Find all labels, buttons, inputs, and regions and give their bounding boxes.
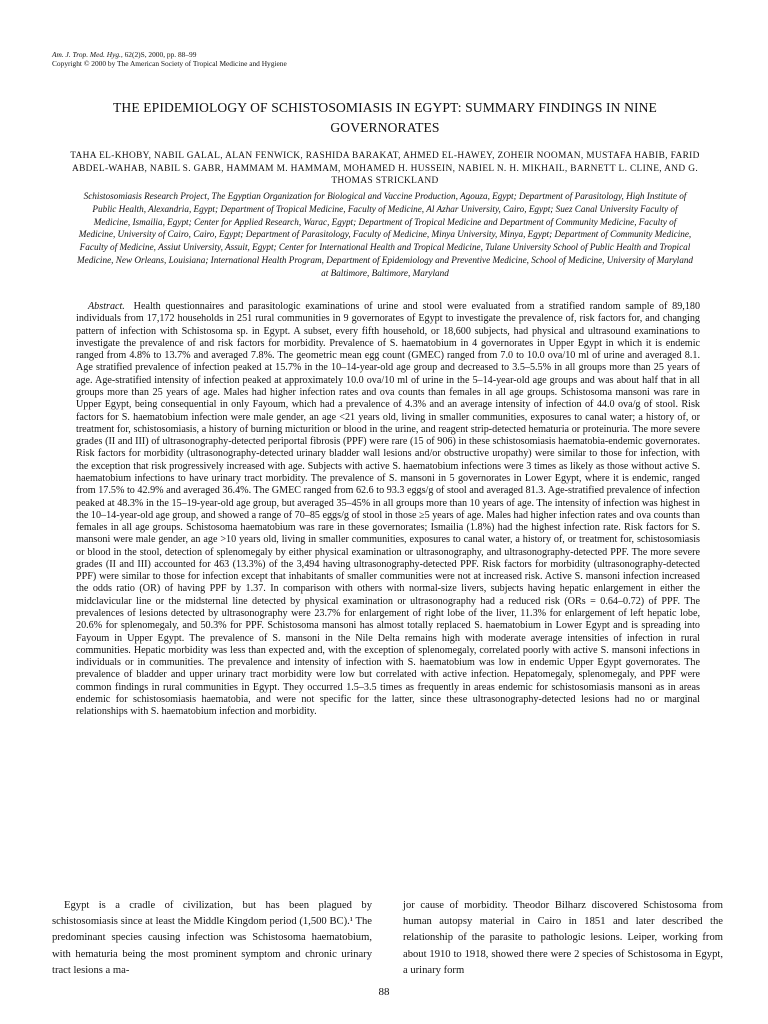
body-paragraph-right: jor cause of morbidity. Theodor Bilharz discovered Schistosoma from human autopsy material in Cairo in 1851 and later described the relationship of the parasite to pathologic lesions. Leiper, working from about 1910 to 1918, showed there were 2 species of Schistosoma in Egypt, a urinary form [403, 900, 723, 976]
author-list: TAHA EL-KHOBY, NABIL GALAL, ALAN FENWICK, RASHIDA BARAKAT, AHMED EL-HAWEY, ZOHEIR NOOMAN, MUSTAFA HABIB, FARID ABDEL-WAHAB, NABIL S. GABR, HAMMAM M. HAMMAM, MOHAMED H. HUSSEIN, NABIEL N. H. MIKHAIL, BARNETT L. CLINE, AND G. THOMAS STRICKLAND [70, 151, 700, 186]
journal-name: Am. J. Trop. Med. Hyg., [52, 50, 123, 59]
abstract [76, 301, 700, 719]
left-column [52, 898, 372, 979]
page-number: 88 [378, 986, 390, 998]
right-column [403, 898, 723, 979]
journal-volume: 62(2)S, 2000, pp. 88–99 [122, 50, 197, 59]
body-paragraph-left: Egypt is a cradle of civilization, but has been plagued by schistosomiasis since at least the Middle Kingdom period (1,500 BC).¹ The predominant species causing infection was Schistosoma haematobium, with hematuria being the most prominent symptom and chronic urinary tract lesions a ma- [52, 900, 372, 976]
abstract-text: Health questionnaires and parasitologic examinations of urine and stool were evaluated from a stratified random sample of 89,180 individuals from 17,172 households in 251 rural communities in 9 governorates of Egypt to investigate the prevalence of, risk factors for, and changing pattern of infection with Schistosoma sp. in Egypt. A subset, every fifth household, or 18,600 subjects, had physical and ultrasound examinations to investigate the prevalence of and risk factors for morbidity. Prevalence of S. haematobium in 4 governorates in Upper Egypt in which it is endemic ranged from 4.8% to 13.7% and averaged 7.8%. The geometric mean egg count (GMEC) ranged from 7.0 to 10.0 ova/10 ml of urine and averaged 8.1. Age stratified prevalence of infection peaked at 15.7% in the 10–14-year-old age group and decreased to 3.5–5.5% in all groups more than 25 years of age. Age-stratified intensity of infection peaked at approximately 10.0 ova/10 ml of urine in the 5–14-year-old age groups and was about half that in all groups more than 25 years of age. Males had higher infection rates and ova counts than females in all age groups. Schistosoma mansoni was rare in Upper Egypt, being consequential in only Fayoum, which had a prevalence of 4.3% and an average intensity of infection of 44.0 ova/g of stool. Risk factors for S. haematobium infection were male gender, an age <21 years old, living in smaller communities, exposures to canal water; a history of, or treatment for, schistosomiasis, a history of burning micturition or blood in the urine, and reagent strip-detected hematuria or proteinuria. The more severe grades (II and III) of ultrasonography-detected periportal fibrosis (PPF) were rare (15 of 906) in these schistosomiasis haematobia-endemic governorates. Risk factors for morbidity (ultrasonography-detected urinary bladder wall lesions and/or obstructive uropathy) were similar to those for infection, with the exception that risk progressively increased with age. Subjects with active S. haematobium infections were 3 times as likely as those without active S. haematobium infections to have urinary tract morbidity. The prevalence of S. mansoni in 5 governorates in Lower Egypt, where it is endemic, ranged from 17.5% to 42.9% and averaged 36.4%. The GMEC ranged from 62.6 to 93.3 eggs/g of stool and averaged 81.3. Age-stratified prevalence of infection peaked at 48.3% in the 15–19-year-old age group, but averaged 35–45% in all groups more than 10 years of age. The intensity of infection was highest in the 10–14-year-old age group, and showed a range of 70–85 eggs/g of stool in those ≥5 years of age. Males had higher infection rates and ova counts than females in all age groups. Schistosoma haematobium was rare in these governorates; Ismailia (1.8%) had the highest infection rate. Risk factors for S. mansoni were male gender, an age >10 years old, living in smaller communities, exposures to canal water, a history of, or treatment for, schistosomiasis or blood in the stool, detection of splenomegaly by either physical examination or ultrasonography, and ultrasonography-detected PPF. The more severe grades (II and III) accounted for 463 (13.3%) of the 3,494 having ultrasonography-detected PPF. Risk factors for morbidity (ultrasonography-detected PPF) were similar to those for infection except that inhabitants of smaller communities were not at increased risk. Active S. mansoni infection increased the odds ratio (OR) of having PPF by 1.37. In comparison with others with normal-size livers, subjects having hepatic enlargement in either the midclavicular line or the midsternal line detected by physical examination or ultrasonography had a reduced risk (ORs = 0.64–0.72) of PPF. The prevalences of lesions detected by ultrasonography were 23.7% for enlargement of right lobe of the liver, 11.3% for enlargement of left hepatic lobe, 20.6% for splenomegaly, and 50.3% for PPF. Schistosoma mansoni has almost totally replaced S. haematobium in Lower Egypt and is spreading into Fayoum in Upper Egypt. The prevalence of S. mansoni in the Nile Delta remains high with moderate average intensities of infection in rural communities. Hepatic morbidity was less than expected and, with the exception of splenomegaly, correlated poorly with active S. mansoni infections in individuals or in communities. The prevalence and intensity of infection with S. haematobium was low in endemic Upper Egypt governorates. The prevalence of bladder and upper urinary tract morbidity were low but correlated with active infection. Hepatomegaly, splenomegaly, and PPF were common findings in rural communities in Egypt. They occurred 1.5–3.5 times as frequently in areas endemic for schistosomiasis mansoni as in areas endemic for schistosomiasis haematobia, and were not specific for the latter, since these ultrasonography-detected lesions had no or marginal relationships with S. haematobium infection and morbidity. [76, 301, 701, 718]
abstract-label: Abstract. [88, 301, 125, 312]
copyright-line: Copyright © 2000 by The American Society of Tropical Medicine and Hygiene [52, 59, 287, 68]
journal-header [52, 50, 287, 68]
journal-citation-line [52, 50, 287, 59]
affiliations: Schistosomiasis Research Project, The Egyptian Organization for Biological and Vaccine Production, Agouza, Egypt; Department of Parasitology, High Institute of Public Health, Alexandria, Egypt; Department of Tropical Medicine, Faculty of Medicine, Al Azhar University, Cairo, Egypt; Suez Canal University Faculty of Medicine, Ismailia, Egypt; Center for Applied Research, Warac, Egypt; Department of Tropical Medicine and Department of Community Medicine, Faculty of Medicine, University of Cairo, Cairo, Egypt; Department of Parasitology, Faculty of Medicine, Minya University, Minya, Egypt; Department of Community Medicine, Faculty of Medicine, Assiut University, Assuit, Egypt; Center for International Health and Tropical Medicine, Tulane University School of Public Health and Tropical Medicine, New Orleans, Louisiana; International Health Program, Department of Epidemiology and Preventive Medicine, School of Medicine, University of Maryland at Baltimore, Baltimore, Maryland [76, 191, 694, 278]
article-title: THE EPIDEMIOLOGY OF SCHISTOSOMIASIS IN EGYPT: SUMMARY FINDINGS IN NINE GOVERNORATES [113, 100, 657, 135]
